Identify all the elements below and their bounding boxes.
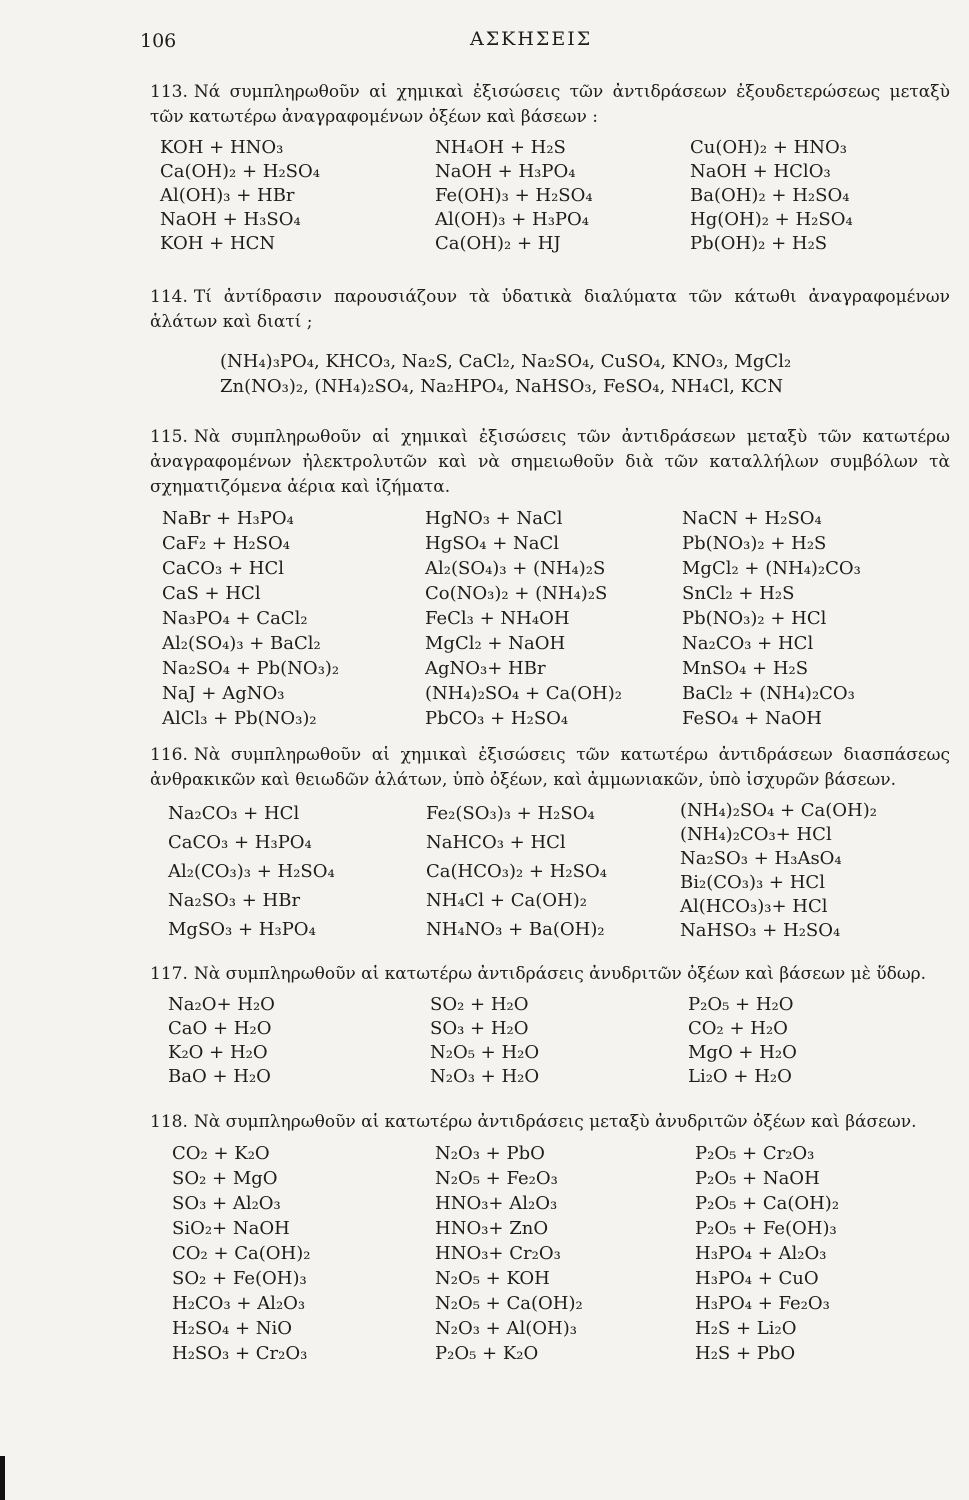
equation: MgCl₂ + NaOH	[425, 633, 566, 654]
exercise-number: 117.	[150, 964, 188, 984]
equation: HNO₃+ Al₂O₃	[435, 1193, 558, 1214]
exercise-114	[150, 285, 950, 399]
equation: K₂O + H₂O	[168, 1042, 268, 1063]
equation-column-1	[168, 993, 275, 1089]
equation: AlCl₃ + Pb(NO₃)₂	[162, 708, 317, 729]
exercise-number: 118.	[150, 1112, 188, 1132]
equation-column-2	[435, 136, 593, 256]
equation: Ba(OH)₂ + H₂SO₄	[690, 185, 850, 206]
equation: N₂O₃ + PbO	[435, 1143, 545, 1164]
page-header	[0, 22, 969, 52]
exercise-text: Νὰ συμπληρωθοῦν αἱ χημικαὶ ἐξισώσεις τῶν κατωτέρω ἀντιδράσεων διασπάσεως ἀνθρακικῶν καὶ θειωδῶν ἁλάτων, ὑπὸ ὀξέων, καὶ ἀμμωνιακῶν, ὑπὸ ἰσχυρῶν βάσεων.	[150, 745, 950, 790]
equation: Cu(OH)₂ + HNO₃	[690, 137, 848, 158]
equation: NaJ + AgNO₃	[162, 683, 285, 704]
equation-column-3	[688, 993, 797, 1089]
exercise-prompt	[150, 1110, 950, 1135]
equation: SO₂ + MgO	[172, 1168, 278, 1189]
equation: Na₂SO₃ + HBr	[168, 890, 301, 911]
equation: N₂O₅ + KOH	[435, 1268, 550, 1289]
equation-column-3	[695, 1141, 839, 1366]
salt-list	[150, 349, 950, 399]
equation: Pb(OH)₂ + H₂S	[690, 233, 828, 254]
equation: NH₄NO₃ + Ba(OH)₂	[426, 919, 605, 940]
equation: Al(OH)₃ + HBr	[160, 185, 295, 206]
equation-column-3	[682, 506, 861, 731]
equation: N₂O₅ + H₂O	[430, 1042, 540, 1063]
equation: Co(NO₃)₂ + (NH₄)₂S	[425, 583, 608, 604]
equation-columns	[150, 1141, 950, 1381]
exercise-number: 113.	[150, 82, 188, 102]
equation: MnSO₄ + H₂S	[682, 658, 809, 679]
equation-column-1	[168, 799, 335, 944]
exercise-text: Νὰ συμπληρωθοῦν αἱ κατωτέρω ἀντιδράσεις ἀνυδριτῶν ὀξέων καὶ βάσεων μὲ ὕδωρ.	[193, 964, 927, 984]
equation: NH₄OH + H₂S	[435, 137, 566, 158]
equation: Na₂SO₃ + H₃AsO₄	[680, 848, 842, 869]
equation: AgNO₃+ HBr	[425, 658, 546, 679]
equation: P₂O₅ + Cr₂O₃	[695, 1143, 815, 1164]
equation: H₃PO₄ + Fe₂O₃	[695, 1293, 830, 1314]
equation: P₂O₅ + Fe(OH)₃	[695, 1218, 837, 1239]
equation-column-1	[160, 136, 320, 256]
equation: Pb(NO₃)₂ + HCl	[682, 608, 827, 629]
equation: (NH₄)₂CO₃+ HCl	[680, 824, 832, 845]
equation: HNO₃+ ZnO	[435, 1218, 549, 1239]
equation: SO₂ + Fe(OH)₃	[172, 1268, 307, 1289]
equation: CaCO₃ + HCl	[162, 558, 285, 579]
exercise-text: Νά συμπληρωθοῦν αἱ χημικαὶ ἐξισώσεις τῶν ἀντιδράσεων ἐξουδετερώσεως μεταξὺ τῶν κατωτέρω ἀναγραφομένων ὀξέων καὶ βάσεων :	[150, 82, 950, 127]
equation: P₂O₅ + K₂O	[435, 1343, 539, 1364]
equation: NaHSO₃ + H₂SO₄	[680, 920, 841, 941]
exercise-prompt	[150, 80, 950, 130]
equation: N₂O₅ + Fe₂O₃	[435, 1168, 558, 1189]
equation: H₂SO₄ + NiO	[172, 1318, 293, 1339]
equation: (NH₄)₂SO₄ + Ca(OH)₂	[680, 800, 877, 821]
equation: NaHCO₃ + HCl	[426, 832, 566, 853]
equation-column-3	[680, 799, 877, 943]
equation: SO₃ + H₂O	[430, 1018, 529, 1039]
equation: Al₂(SO₄)₃ + BaCl₂	[162, 633, 321, 654]
equation: CaF₂ + H₂SO₄	[162, 533, 290, 554]
equation: PbCO₃ + H₂SO₄	[425, 708, 569, 729]
equation: SiO₂+ NaOH	[172, 1218, 290, 1239]
equation-column-2	[425, 506, 622, 731]
equation: HgNO₃ + NaCl	[425, 508, 563, 529]
equation: P₂O₅ + H₂O	[688, 994, 794, 1015]
equation: MgCl₂ + (NH₄)₂CO₃	[682, 558, 861, 579]
equation: KOH + HNO₃	[160, 137, 284, 158]
exercise-prompt	[150, 743, 950, 793]
equation: H₃PO₄ + Al₂O₃	[695, 1243, 827, 1264]
equation: P₂O₅ + Ca(OH)₂	[695, 1193, 840, 1214]
equation: H₂CO₃ + Al₂O₃	[172, 1293, 306, 1314]
equation: NaOH + HClO₃	[690, 161, 831, 182]
exercise-117	[150, 962, 950, 1093]
equation: BaCl₂ + (NH₄)₂CO₃	[682, 683, 855, 704]
equation: FeSO₄ + NaOH	[682, 708, 822, 729]
equation: KOH + HCN	[160, 233, 276, 254]
equation-columns	[150, 136, 950, 261]
equation: Na₃PO₄ + CaCl₂	[162, 608, 308, 629]
equation: Ca(OH)₂ + H₂SO₄	[160, 161, 320, 182]
salt-line: Zn(NO₃)₂, (NH₄)₂SO₄, Na₂HPO₄, NaHSO₃, FeSO₄, NH₄Cl, KCN	[220, 376, 784, 397]
equation: NH₄Cl + Ca(OH)₂	[426, 890, 587, 911]
exercise-number: 116.	[150, 745, 188, 765]
equation: Al₂(SO₄)₃ + (NH₄)₂S	[425, 558, 606, 579]
equation: NaOH + H₃PO₄	[435, 161, 576, 182]
equation: (NH₄)₂SO₄ + Ca(OH)₂	[425, 683, 622, 704]
equation: SO₂ + H₂O	[430, 994, 529, 1015]
exercise-115	[150, 425, 950, 731]
equation: HNO₃+ Cr₂O₃	[435, 1243, 561, 1264]
equation-column-3	[690, 136, 853, 256]
equation-column-2	[426, 799, 607, 944]
equation: Pb(NO₃)₂ + H₂S	[682, 533, 827, 554]
equation: SO₃ + Al₂O₃	[172, 1193, 281, 1214]
equation: Al(HCO₃)₃+ HCl	[680, 896, 828, 917]
equation: Ca(HCO₃)₂ + H₂SO₄	[426, 861, 607, 882]
equation: P₂O₅ + NaOH	[695, 1168, 820, 1189]
equation: Fe(OH)₃ + H₂SO₄	[435, 185, 593, 206]
exercise-text: Τί ἀντίδρασιν παρουσιάζουν τὰ ὑδατικὰ διαλύματα τῶν κάτωθι ἀναγραφομένων ἁλάτων καὶ διατί ;	[150, 287, 950, 332]
equation: NaCN + H₂SO₄	[682, 508, 822, 529]
equation-column-1	[172, 1141, 311, 1366]
equation: Na₂CO₃ + HCl	[168, 803, 300, 824]
equation: H₂S + Li₂O	[695, 1318, 797, 1339]
equation: CO₂ + H₂O	[688, 1018, 788, 1039]
page-number: 106	[140, 30, 177, 52]
exercise-number: 115.	[150, 427, 188, 447]
equation: N₂O₃ + H₂O	[430, 1066, 540, 1087]
equation: NaBr + H₃PO₄	[162, 508, 294, 529]
exercise-116	[150, 743, 950, 949]
equation: BaO + H₂O	[168, 1066, 271, 1087]
equation: Li₂O + H₂O	[688, 1066, 792, 1087]
equation: HgSO₄ + NaCl	[425, 533, 560, 554]
equation: H₃PO₄ + CuO	[695, 1268, 819, 1289]
exercise-prompt	[150, 962, 950, 987]
equation: Al(OH)₃ + H₃PO₄	[435, 209, 589, 230]
equation: Na₂CO₃ + HCl	[682, 633, 814, 654]
equation-columns	[150, 506, 950, 731]
equation: Hg(OH)₂ + H₂SO₄	[690, 209, 853, 230]
equation-columns	[150, 993, 950, 1093]
equation: Al₂(CO₃)₃ + H₂SO₄	[168, 861, 335, 882]
equation-column-2	[435, 1141, 583, 1366]
exercise-113	[150, 80, 950, 261]
equation: CaCO₃ + H₃PO₄	[168, 832, 312, 853]
equation: MgO + H₂O	[688, 1042, 797, 1063]
exercise-prompt	[150, 425, 950, 500]
equation: N₂O₃ + Al(OH)₃	[435, 1318, 577, 1339]
scan-edge-mark	[0, 1456, 5, 1500]
exercise-prompt	[150, 285, 950, 335]
equation: Fe₂(SO₃)₃ + H₂SO₄	[426, 803, 595, 824]
equation: Na₂SO₄ + Pb(NO₃)₂	[162, 658, 340, 679]
equation-column-2	[430, 993, 539, 1089]
equation: SnCl₂ + H₂S	[682, 583, 795, 604]
equation: CO₂ + K₂O	[172, 1143, 270, 1164]
equation: N₂O₅ + Ca(OH)₂	[435, 1293, 583, 1314]
equation: Na₂O+ H₂O	[168, 994, 275, 1015]
exercise-text: Νὰ συμπληρωθοῦν αἱ χημικαὶ ἐξισώσεις τῶν ἀντιδράσεων μεταξὺ τῶν κατωτέρω ἀναγραφομένων ἠλεκτρολυτῶν καὶ νὰ σημειωθοῦν διὰ τῶν καταλλήλων συμβόλων τὰ σχηματιζόμενα ἀέρια καὶ ἰζήματα.	[150, 427, 950, 497]
equation-column-1	[162, 506, 339, 731]
salt-line: (NH₄)₃PO₄, KHCO₃, Na₂S, CaCl₂, Na₂SO₄, CuSO₄, KNO₃, MgCl₂	[220, 351, 792, 372]
equation: MgSO₃ + H₃PO₄	[168, 919, 316, 940]
equation: CaS + HCl	[162, 583, 261, 604]
equation-columns	[150, 799, 950, 949]
equation: H₂SO₃ + Cr₂O₃	[172, 1343, 308, 1364]
exercise-118	[150, 1110, 950, 1381]
equation: NaOH + H₃SO₄	[160, 209, 301, 230]
running-title: ΑΣΚΗΣΕΙΣ	[470, 28, 593, 50]
exercise-text: Νὰ συμπληρωθοῦν αἱ κατωτέρω ἀντιδράσεις μεταξὺ ἀνυδριτῶν ὀξέων καὶ βάσεων.	[193, 1112, 917, 1132]
equation: Ca(OH)₂ + HJ	[435, 233, 561, 254]
exercise-number: 114.	[150, 287, 188, 307]
equation: CaO + H₂O	[168, 1018, 272, 1039]
equation: CO₂ + Ca(OH)₂	[172, 1243, 311, 1264]
equation: H₂S + PbO	[695, 1343, 796, 1364]
equation: FeCl₃ + NH₄OH	[425, 608, 570, 629]
equation: Bi₂(CO₃)₃ + HCl	[680, 872, 825, 893]
